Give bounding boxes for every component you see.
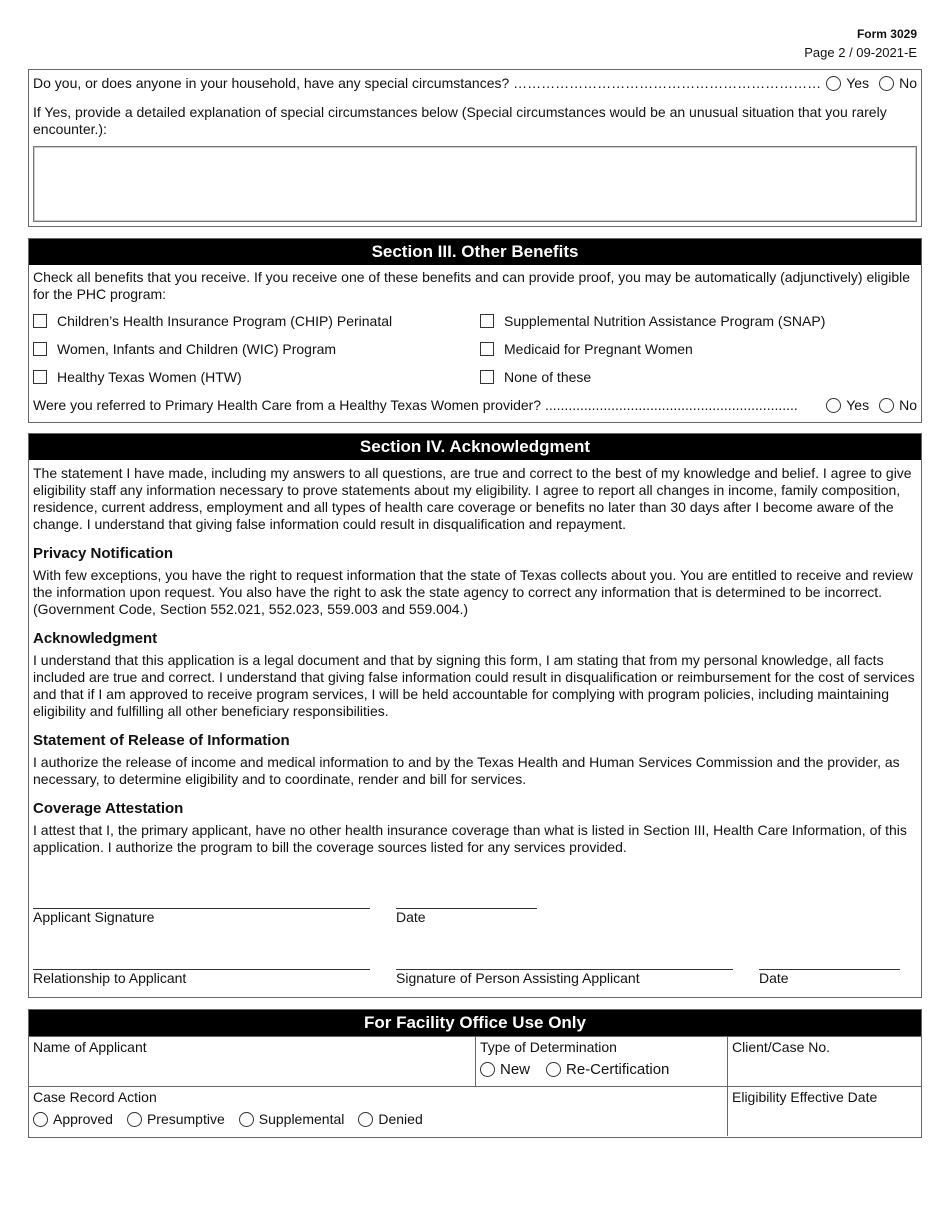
case-record-action-cell [29, 1086, 727, 1136]
case-action-denied-option[interactable] [358, 1111, 422, 1128]
determination-cell [475, 1036, 727, 1086]
form-number: Form 3029 [856, 27, 917, 41]
special-circumstances-row [29, 75, 921, 92]
determination-new-radio[interactable] [480, 1062, 495, 1077]
benefit-medicaid-pregnant[interactable] [476, 335, 916, 363]
special-explanation-prompt: If Yes, provide a detailed explanation of special circumstances below (Special circumstances would be an unusual situation that you rarely encounter.): [33, 104, 887, 137]
benefit-snap[interactable] [476, 307, 916, 335]
referral-options [826, 397, 917, 414]
denied-radio[interactable] [358, 1112, 373, 1127]
special-no-label: No [899, 75, 917, 91]
referral-yes-label: Yes [846, 397, 870, 413]
benefit-none-checkbox[interactable] [480, 370, 494, 384]
presumptive-label: Presumptive [146, 1111, 225, 1127]
coverage-paragraph: I attest that I, the primary applicant, have no other health insurance coverage than what is listed in Section III, Health Care Information, of this application. I authorize the program to bill the coverage sources listed for any services provided. [33, 822, 907, 855]
facility-title: For Facility Office Use Only [29, 1010, 921, 1036]
statement-paragraph: The statement I have made, including my answers to all questions, are true and correct to the best of my knowledge and belief. I agree to give eligibility staff any information necessary to prove statements about my eligibility. I agree to report all changes in income, family composition, residence, current address, employment and all types of health care coverage or benefits no later than 30 days after I become aware of the change. I understand that giving false information could result in disqualification and repayment. [33, 465, 912, 532]
determination-label: Type of Determination [480, 1039, 617, 1055]
case-record-action-label: Case Record Action [33, 1089, 157, 1105]
case-action-approved-option[interactable] [33, 1111, 113, 1128]
relationship-label: Relationship to Applicant [33, 970, 187, 986]
denied-label: Denied [378, 1111, 423, 1127]
determination-recert-label: Re-Certification [566, 1061, 670, 1078]
supplemental-radio[interactable] [239, 1112, 254, 1127]
determination-recert-radio[interactable] [546, 1062, 561, 1077]
special-no-option[interactable] [879, 75, 917, 92]
special-yes-radio[interactable] [826, 76, 841, 91]
coverage-heading: Coverage Attestation [33, 800, 184, 817]
section-acknowledgment [28, 433, 922, 998]
special-circumstances-question: Do you, or does anyone in your household, have any special circumstances? ………………………………………………………… [33, 75, 822, 91]
benefit-htw-checkbox[interactable] [33, 370, 47, 384]
benefits-intro: Check all benefits that you receive. If you receive one of these benefits and can provide proof, you may be automatically (adjunctively) eligible for the PHC program: [33, 269, 911, 302]
benefits-checklist [29, 307, 921, 391]
determination-recert-option[interactable] [546, 1061, 669, 1078]
determination-options [480, 1061, 723, 1078]
special-no-radio[interactable] [879, 76, 894, 91]
benefit-label: Women, Infants and Children (WIC) Program [57, 340, 337, 357]
date-label-2: Date [759, 970, 789, 986]
special-circumstances-box [28, 69, 922, 227]
eligibility-date-label: Eligibility Effective Date [732, 1089, 878, 1105]
benefit-wic-checkbox[interactable] [33, 342, 47, 356]
approved-label: Approved [53, 1111, 113, 1127]
case-action-options [33, 1111, 723, 1128]
approved-radio[interactable] [33, 1112, 48, 1127]
name-of-applicant-cell[interactable] [29, 1036, 475, 1086]
presumptive-radio[interactable] [127, 1112, 142, 1127]
benefit-snap-checkbox[interactable] [480, 314, 494, 328]
date-label-1: Date [396, 909, 426, 925]
special-yes-label: Yes [846, 75, 870, 91]
case-action-supplemental-option[interactable] [239, 1111, 345, 1128]
referral-no-radio[interactable] [879, 398, 894, 413]
benefit-medicaid-checkbox[interactable] [480, 342, 494, 356]
referral-no-label: No [899, 397, 917, 413]
benefit-label: Children’s Health Insurance Program (CHIP) Perinatal [57, 312, 393, 329]
acknowledgment-paragraph: I understand that this application is a legal document and that by signing this form, I am stating that from my personal knowledge, all facts included are true and correct. I understand that giving false information could result in disqualification or reimbursement for the cost of services and that if I am approved to receive program services, I will be held accountable for complying with program policies, including maintaining eligibility and fulfilling all other beneficiary responsibilities. [33, 652, 915, 719]
facility-table [29, 1036, 921, 1136]
referral-yes-option[interactable] [826, 397, 869, 414]
benefit-chip-checkbox[interactable] [33, 314, 47, 328]
determination-new-label: New [500, 1061, 531, 1078]
benefit-chip-perinatal[interactable] [29, 307, 476, 335]
section-4-title: Section IV. Acknowledgment [29, 434, 921, 460]
case-number-cell[interactable] [727, 1036, 921, 1086]
benefit-label: None of these [504, 368, 592, 385]
release-paragraph: I authorize the release of income and medical information to and by the Texas Health and Human Services Commission and the provider, as necessary, to determine eligibility and to coordinate, render and bill for services. [33, 754, 900, 787]
section-other-benefits [28, 238, 922, 423]
special-explanation-field[interactable] [33, 146, 917, 222]
benefit-label: Healthy Texas Women (HTW) [57, 368, 242, 385]
referral-yes-radio[interactable] [826, 398, 841, 413]
applicant-signature-label: Applicant Signature [33, 909, 155, 925]
case-number-label: Client/Case No. [732, 1039, 831, 1055]
page-info: Page 2 / 09-2021-E [804, 45, 917, 60]
determination-new-option[interactable] [480, 1061, 530, 1078]
referral-row [29, 397, 921, 414]
privacy-heading: Privacy Notification [33, 545, 174, 562]
special-yes-option[interactable] [826, 75, 869, 92]
case-action-presumptive-option[interactable] [127, 1111, 225, 1128]
acknowledgment-heading: Acknowledgment [33, 630, 158, 647]
name-of-applicant-label: Name of Applicant [33, 1039, 147, 1055]
benefit-none[interactable] [476, 363, 916, 391]
release-heading: Statement of Release of Information [33, 732, 290, 749]
special-circumstances-options [826, 75, 917, 92]
section-3-title: Section III. Other Benefits [29, 239, 921, 265]
benefit-wic[interactable] [29, 335, 476, 363]
benefit-label: Supplemental Nutrition Assistance Program (SNAP) [504, 312, 826, 329]
supplemental-label: Supplemental [258, 1111, 345, 1127]
eligibility-date-cell[interactable] [727, 1086, 921, 1136]
benefit-label: Medicaid for Pregnant Women [504, 340, 693, 357]
referral-question: Were you referred to Primary Health Care from a Healthy Texas Women provider? ................................................................. [33, 397, 798, 413]
privacy-paragraph: With few exceptions, you have the right to request information that the state of Texas collects about you. You are entitled to receive and review the information upon request. You also have the right to ask the state agency to correct any information that is determined to be incorrect. (Government Code, Section 552.021, 552.023, 559.003 and 559.004.) [33, 567, 913, 617]
assistant-signature-label: Signature of Person Assisting Applicant [396, 970, 640, 986]
benefit-htw[interactable] [29, 363, 476, 391]
page-header [804, 27, 917, 61]
referral-no-option[interactable] [879, 397, 917, 414]
facility-office-use [28, 1009, 922, 1138]
